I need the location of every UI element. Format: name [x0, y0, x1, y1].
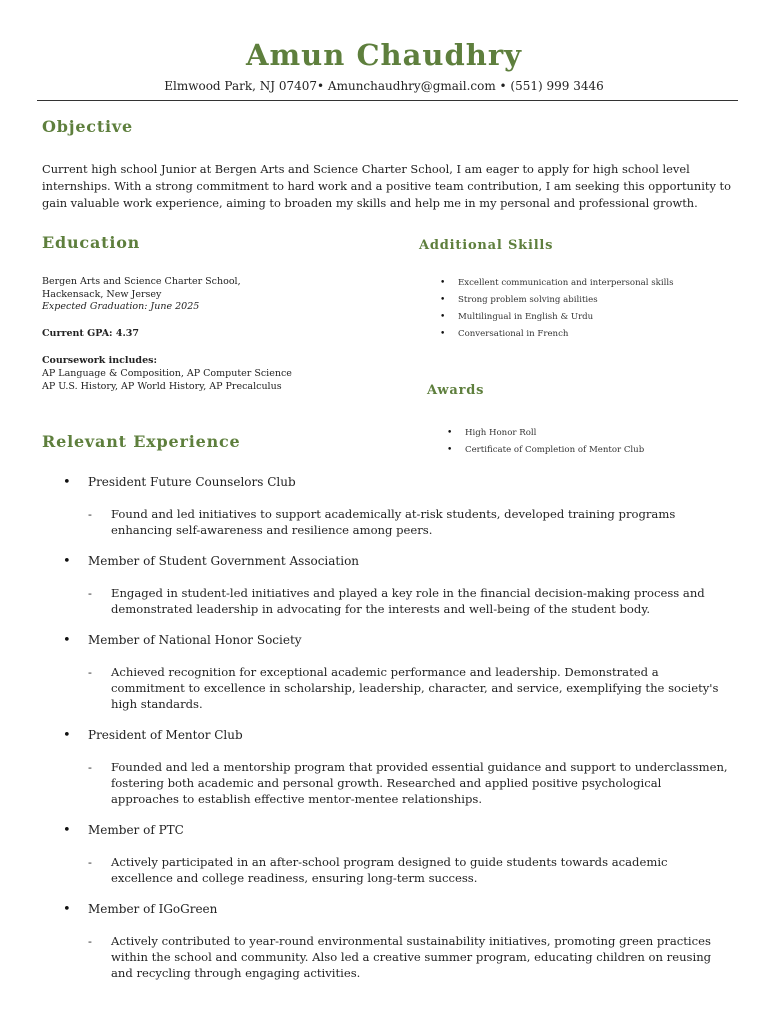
skill-item: • Strong problem solving abilities	[420, 292, 680, 309]
experience-role: • President Future Counselors Club	[0, 474, 768, 491]
experience-description: - Found and led initiatives to support academically at-risk students, developed training programs enhancing self-awareness and resilience among peers.	[0, 506, 731, 538]
objective-text: Current high school Junior at Bergen Arts and Science Charter School, I am eager to apply for high school level internships. With a strong commitment to hard work and a positive team contribution, I am seeking this opportunity to gain valuable work experience, aiming to broaden my skills and help me in my personal and professional growth.	[42, 162, 731, 210]
experience-item	[0, 822, 768, 886]
experience-role: • Member of Student Government Association	[0, 553, 768, 570]
experience-item	[0, 901, 768, 981]
experience-description: - Actively contributed to year-round environmental sustainability initiatives, promoting green practices within the school and community. Also led a creative summer program, educating children on reusing and recycling through engaging activities.	[0, 933, 731, 981]
experience-item	[0, 632, 768, 712]
resume-name: Amun Chaudhry	[246, 38, 522, 72]
award-item: • High Honor Roll	[428, 425, 688, 442]
objective-heading: Objective	[42, 117, 133, 136]
awards-heading: Awards	[427, 383, 485, 398]
header-divider	[37, 100, 738, 101]
skills-list	[420, 275, 680, 343]
skills-heading: Additional Skills	[419, 238, 554, 253]
experience-heading: Relevant Experience	[42, 432, 241, 451]
experience-role: • Member of IGoGreen	[0, 901, 768, 918]
skill-item: • Excellent communication and interpersonal skills	[420, 275, 680, 292]
experience-list	[0, 474, 768, 981]
experience-role: • Member of National Honor Society	[0, 632, 768, 649]
coursework-line: AP U.S. History, AP World History, AP Precalculus	[42, 381, 282, 392]
awards-list	[428, 425, 688, 459]
experience-description: - Founded and led a mentorship program that provided essential guidance and support to underclassmen, fostering both academic and personal growth. Researched and applied positive psychological approaches to establish effective mentor-mentee relationships.	[0, 759, 731, 807]
experience-description: - Actively participated in an after-school program designed to guide students towards academic excellence and college readiness, ensuring long-term success.	[0, 854, 731, 886]
experience-description: - Achieved recognition for exceptional academic performance and leadership. Demonstrated a commitment to excellence in scholarship, leadership, character, and service, exemplifying the society's high standards.	[0, 664, 731, 712]
education-graduation: Expected Graduation: June 2025	[42, 301, 200, 312]
education-heading: Education	[42, 233, 141, 252]
experience-role: • President of Mentor Club	[0, 727, 768, 744]
experience-role: • Member of PTC	[0, 822, 768, 839]
experience-item	[0, 474, 768, 538]
education-location: Hackensack, New Jersey	[42, 289, 162, 300]
experience-description: - Engaged in student-led initiatives and played a key role in the financial decision-making process and demonstrated leadership in advocating for the interests and well-being of the student body.	[0, 585, 731, 617]
coursework-line: AP Language & Composition, AP Computer Science	[42, 368, 292, 379]
skill-item: • Conversational in French	[420, 326, 680, 343]
skill-item: • Multilingual in English & Urdu	[420, 309, 680, 326]
contact-info: Elmwood Park, NJ 07407• Amunchaudhry@gmail.com • (551) 999 3446	[164, 79, 604, 93]
experience-item	[0, 727, 768, 807]
education-school: Bergen Arts and Science Charter School,	[42, 276, 241, 287]
education-gpa: Current GPA: 4.37	[42, 328, 140, 339]
award-item: • Certificate of Completion of Mentor Club	[428, 442, 688, 459]
experience-item	[0, 553, 768, 617]
coursework-label: Coursework includes:	[42, 355, 157, 366]
